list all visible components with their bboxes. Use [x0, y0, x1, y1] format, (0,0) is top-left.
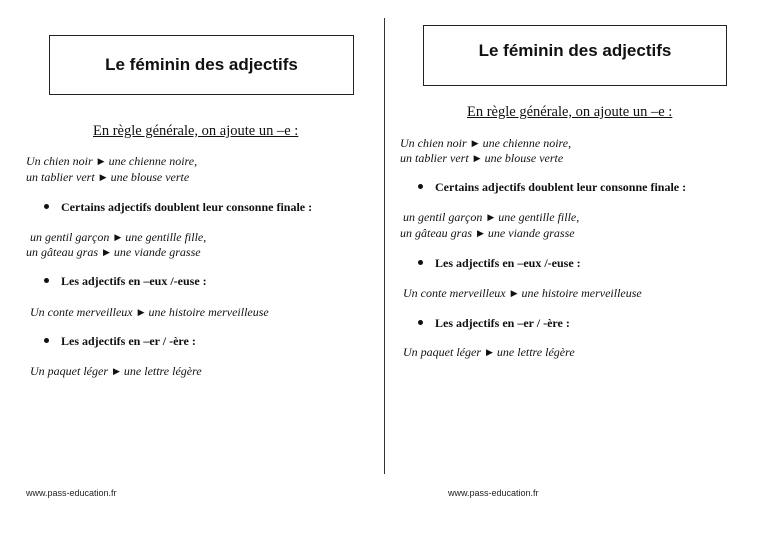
arrow-right-icon: ▶	[477, 228, 484, 238]
example-feminine: une histoire merveilleuse	[148, 305, 269, 319]
bullet-text: Certains adjectifs doublent leur consonne finale :	[435, 180, 687, 194]
footer-url: www.pass-education.fr	[448, 488, 539, 498]
arrow-right-icon: ▶	[99, 172, 107, 182]
example-feminine: une blouse verte	[484, 151, 564, 165]
example-general-2	[400, 150, 563, 167]
example-er	[30, 363, 202, 380]
example-masculine: un gâteau gras	[400, 226, 472, 240]
example-feminine: une lettre légère	[123, 364, 202, 378]
example-feminine: une viande grasse	[113, 245, 201, 259]
title-box	[49, 35, 354, 95]
arrow-right-icon: ▶	[112, 366, 120, 376]
bullet-text: Les adjectifs en –er / -ère :	[61, 334, 196, 348]
bullet-dot-icon	[44, 204, 49, 209]
bullet-dot-icon	[418, 260, 423, 265]
bullet-text: Les adjectifs en –er / -ère :	[435, 316, 570, 330]
general-rule: En règle générale, on ajoute un –e :	[467, 104, 673, 120]
example-general-2	[26, 169, 189, 186]
arrow-right-icon: ▶	[137, 307, 145, 317]
example-general-1	[26, 153, 197, 170]
bullet-dot-icon	[44, 278, 49, 283]
bullet-er	[418, 316, 570, 331]
arrow-right-icon: ▶	[510, 288, 518, 298]
bullet-er	[44, 334, 196, 349]
bullet-text: Les adjectifs en –eux /-euse :	[61, 274, 207, 288]
bullet-dot-icon	[44, 338, 49, 343]
footer-url: www.pass-education.fr	[26, 488, 117, 498]
right-page	[386, 0, 768, 543]
example-feminine: une histoire merveilleuse	[521, 286, 642, 300]
bullet-double-consonant	[418, 180, 686, 195]
example-masculine: Un paquet léger	[30, 364, 108, 378]
example-feminine: une gentille fille,	[125, 230, 207, 244]
arrow-right-icon: ▶	[485, 347, 493, 357]
example-masculine: un gâteau gras	[26, 245, 98, 259]
arrow-right-icon: ▶	[473, 153, 481, 163]
page-divider	[384, 18, 385, 474]
example-feminine: une gentille fille,	[498, 210, 580, 224]
arrow-right-icon: ▶	[471, 138, 479, 148]
arrow-right-icon: ▶	[114, 232, 122, 242]
example-feminine: une chienne noire,	[108, 154, 198, 168]
page-title: Le féminin des adjectifs	[478, 40, 672, 60]
example-feminine: une lettre légère	[496, 345, 575, 359]
bullet-text: Les adjectifs en –eux /-euse :	[435, 256, 581, 270]
example-double-1	[403, 209, 579, 226]
bullet-double-consonant	[44, 200, 312, 215]
bullet-eux	[44, 274, 207, 289]
example-double-2	[26, 244, 201, 261]
bullet-dot-icon	[418, 320, 423, 325]
example-feminine: une blouse verte	[110, 170, 190, 184]
example-masculine: Un chien noir	[400, 136, 467, 150]
general-rule: En règle générale, on ajoute un –e :	[93, 123, 299, 139]
example-masculine: Un paquet léger	[403, 345, 481, 359]
example-masculine: Un conte merveilleux	[30, 305, 133, 319]
arrow-right-icon: ▶	[487, 212, 495, 222]
page-title: Le féminin des adjectifs	[105, 55, 298, 74]
example-feminine: une chienne noire,	[482, 136, 572, 150]
arrow-right-icon: ▶	[97, 156, 105, 166]
example-masculine: Un chien noir	[26, 154, 93, 168]
bullet-dot-icon	[418, 184, 423, 189]
bullet-eux	[418, 256, 581, 271]
bullet-text: Certains adjectifs doublent leur consonne finale :	[61, 200, 313, 214]
example-masculine: Un conte merveilleux	[403, 286, 506, 300]
example-feminine: une viande grasse	[487, 226, 575, 240]
example-eux	[403, 285, 642, 302]
example-er	[403, 344, 575, 361]
example-masculine: un tablier vert	[26, 170, 95, 184]
title-box	[423, 25, 727, 86]
example-masculine: un gentil garçon	[403, 210, 483, 224]
example-double-2	[400, 225, 575, 242]
example-masculine: un tablier vert	[400, 151, 469, 165]
example-masculine: un gentil garçon	[30, 230, 110, 244]
example-eux	[30, 304, 269, 321]
arrow-right-icon: ▶	[103, 247, 110, 257]
